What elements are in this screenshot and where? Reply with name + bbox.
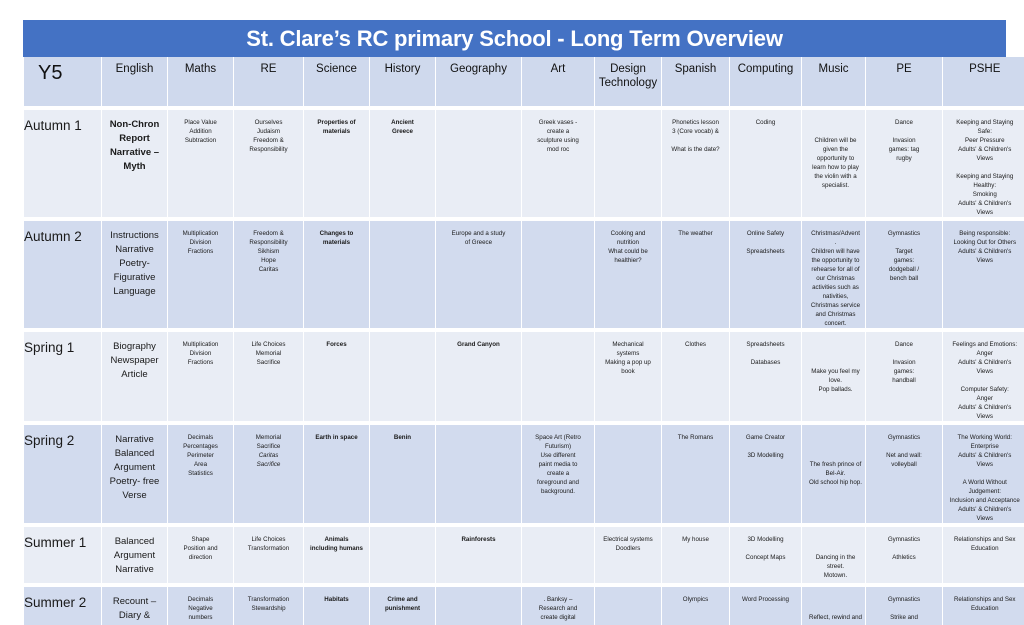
- cell-art: . Banksy – Research and create digital: [522, 585, 595, 625]
- subject-header: Maths: [168, 57, 234, 108]
- cell-dt: Cooking and nutrition What could be healthier?: [595, 219, 662, 330]
- subject-header: History: [370, 57, 436, 108]
- cell-geography: [436, 423, 522, 525]
- cell-computing: Online Safety Spreadsheets: [730, 219, 802, 330]
- cell-re: Life Choices Memorial Sacrifice: [234, 330, 304, 423]
- cell-english: Narrative Balanced Argument Poetry- free Verse: [102, 423, 168, 525]
- page-title: St. Clare’s RC primary School - Long Term Overview: [23, 20, 1006, 57]
- cell-art: [522, 219, 595, 330]
- cell-history: Benin: [370, 423, 436, 525]
- cell-maths: Multiplication Division Fractions: [168, 330, 234, 423]
- cell-pe: Gymnastics Net and wall: volleyball: [866, 423, 943, 525]
- term-row-summer-2: [24, 585, 1024, 625]
- cell-science: Habitats: [304, 585, 370, 625]
- cell-science: Earth in space: [304, 423, 370, 525]
- cell-science: Animals including humans: [304, 525, 370, 585]
- cell-spanish: The weather: [662, 219, 730, 330]
- cell-english: Instructions Narrative Poetry- Figurative Language: [102, 219, 168, 330]
- cell-dt: Mechanical systems Making a pop up book: [595, 330, 662, 423]
- subject-header: PE: [866, 57, 943, 108]
- cell-science: Forces: [304, 330, 370, 423]
- cell-spanish: Clothes: [662, 330, 730, 423]
- re-line-item: Sacrifice: [257, 443, 281, 450]
- cell-computing: Spreadsheets Databases: [730, 330, 802, 423]
- subject-header: RE: [234, 57, 304, 108]
- subject-header: Art: [522, 57, 595, 108]
- cell-pshe: Keeping and Staying Safe: Peer Pressure Adults' & Children's Views Keeping and Staying Healthy: Smoking Adults' & Children's Views: [943, 108, 1024, 219]
- header-row: [24, 57, 1024, 108]
- term-row-spring-1: [24, 330, 1024, 423]
- cell-music: Dancing in the street. Motown.: [802, 525, 866, 585]
- term-label: Autumn 1: [24, 108, 102, 219]
- cell-history: [370, 219, 436, 330]
- cell-pe: Gymnastics Target games: dodgeball / bench ball: [866, 219, 943, 330]
- cell-english: Non-Chron Report Narrative – Myth: [102, 108, 168, 219]
- cell-maths: Shape Position and direction: [168, 525, 234, 585]
- subject-header: English: [102, 57, 168, 108]
- cell-dt: [595, 108, 662, 219]
- cell-music: Children will be given the opportunity to learn how to play the violin with a specialist.: [802, 108, 866, 219]
- cell-maths: Place Value Addition Subtraction: [168, 108, 234, 219]
- cell-pe: Dance Invasion games: tag rugby: [866, 108, 943, 219]
- cell-re: Transformation Stewardship: [234, 585, 304, 625]
- cell-art: Space Art (Retro Futurism) Use different paint media to create a foreground and background.: [522, 423, 595, 525]
- cell-computing: Game Creator 3D Modelling: [730, 423, 802, 525]
- cell-computing: 3D Modelling Concept Maps: [730, 525, 802, 585]
- term-label: Spring 1: [24, 330, 102, 423]
- cell-geography: Rainforests: [436, 525, 522, 585]
- cell-spanish: Olympics: [662, 585, 730, 625]
- cell-maths: Decimals Negative numbers: [168, 585, 234, 625]
- cell-pe: Gymnastics Athletics: [866, 525, 943, 585]
- cell-history: Ancient Greece: [370, 108, 436, 219]
- subject-header: PSHE: [943, 57, 1024, 108]
- cell-science: Properties of materials: [304, 108, 370, 219]
- cell-re: Life Choices Transformation: [234, 525, 304, 585]
- cell-spanish: The Romans: [662, 423, 730, 525]
- cell-dt: Electrical systems Doodlers: [595, 525, 662, 585]
- cell-music: The fresh prince of Bel-Air. Old school hip hop.: [802, 423, 866, 525]
- subject-header: Science: [304, 57, 370, 108]
- cell-music: Reflect, rewind and: [802, 585, 866, 625]
- cell-music: Christmas/Advent . Children will have the opportunity to rehearse for all of our Christmas activities such as nativities, Christmas service and Christmas concert.: [802, 219, 866, 330]
- cell-maths: Multiplication Division Fractions: [168, 219, 234, 330]
- cell-spanish: Phonetics lesson 3 (Core vocab) & What is the date?: [662, 108, 730, 219]
- cell-pe: Gymnastics Strike and: [866, 585, 943, 625]
- cell-art: Greek vases - create a sculpture using mod roc: [522, 108, 595, 219]
- cell-art: [522, 525, 595, 585]
- cell-computing: Word Processing: [730, 585, 802, 625]
- re-line-item: Caritas: [259, 452, 279, 459]
- cell-dt: [595, 585, 662, 625]
- long-term-overview-table: [23, 57, 1024, 625]
- cell-english: Balanced Argument Narrative: [102, 525, 168, 585]
- cell-re: Freedom & Responsibility Sikhism Hope Caritas: [234, 219, 304, 330]
- cell-history: [370, 330, 436, 423]
- term-row-spring-2: [24, 423, 1024, 525]
- cell-pshe: The Working World: Enterprise Adults' & Children's Views A World Without Judgement: Inclusion and Acceptance Adults' & Children's Views: [943, 423, 1024, 525]
- term-row-autumn-1: [24, 108, 1024, 219]
- year-label: Y5: [24, 57, 102, 108]
- term-row-summer-1: [24, 525, 1024, 585]
- term-label: Spring 2: [24, 423, 102, 525]
- cell-music: Make you feel my love. Pop ballads.: [802, 330, 866, 423]
- cell-computing: Coding: [730, 108, 802, 219]
- subject-header: Computing: [730, 57, 802, 108]
- re-line-item: Sacrifice: [257, 461, 281, 468]
- cell-history: [370, 525, 436, 585]
- re-line: [256, 434, 281, 468]
- subject-header: Design Technology: [595, 57, 662, 108]
- cell-pshe: Relationships and Sex Education: [943, 525, 1024, 585]
- cell-re: [234, 423, 304, 525]
- cell-pshe: Feelings and Emotions: Anger Adults' & Children's Views Computer Safety: Anger Adults' & Children's Views: [943, 330, 1024, 423]
- term-row-autumn-2: [24, 219, 1024, 330]
- cell-art: [522, 330, 595, 423]
- cell-dt: [595, 423, 662, 525]
- term-label: Summer 1: [24, 525, 102, 585]
- cell-re: Ourselves Judaism Freedom & Responsibility: [234, 108, 304, 219]
- cell-pshe: Being responsible: Looking Out for Others Adults' & Children's Views: [943, 219, 1024, 330]
- cell-english: Recount – Diary &: [102, 585, 168, 625]
- cell-geography: Europe and a study of Greece: [436, 219, 522, 330]
- cell-history: Crime and punishment: [370, 585, 436, 625]
- cell-english: Biography Newspaper Article: [102, 330, 168, 423]
- cell-geography: [436, 108, 522, 219]
- cell-pe: Dance Invasion games: handball: [866, 330, 943, 423]
- cell-geography: Grand Canyon: [436, 330, 522, 423]
- cell-spanish: My house: [662, 525, 730, 585]
- subject-header: Spanish: [662, 57, 730, 108]
- re-line-item: Memorial: [256, 434, 281, 441]
- subject-header: Music: [802, 57, 866, 108]
- cell-maths: Decimals Percentages Perimeter Area Statistics: [168, 423, 234, 525]
- cell-science: Changes to materials: [304, 219, 370, 330]
- term-label: Autumn 2: [24, 219, 102, 330]
- cell-pshe: Relationships and Sex Education: [943, 585, 1024, 625]
- cell-geography: [436, 585, 522, 625]
- term-label: Summer 2: [24, 585, 102, 625]
- subject-header: Geography: [436, 57, 522, 108]
